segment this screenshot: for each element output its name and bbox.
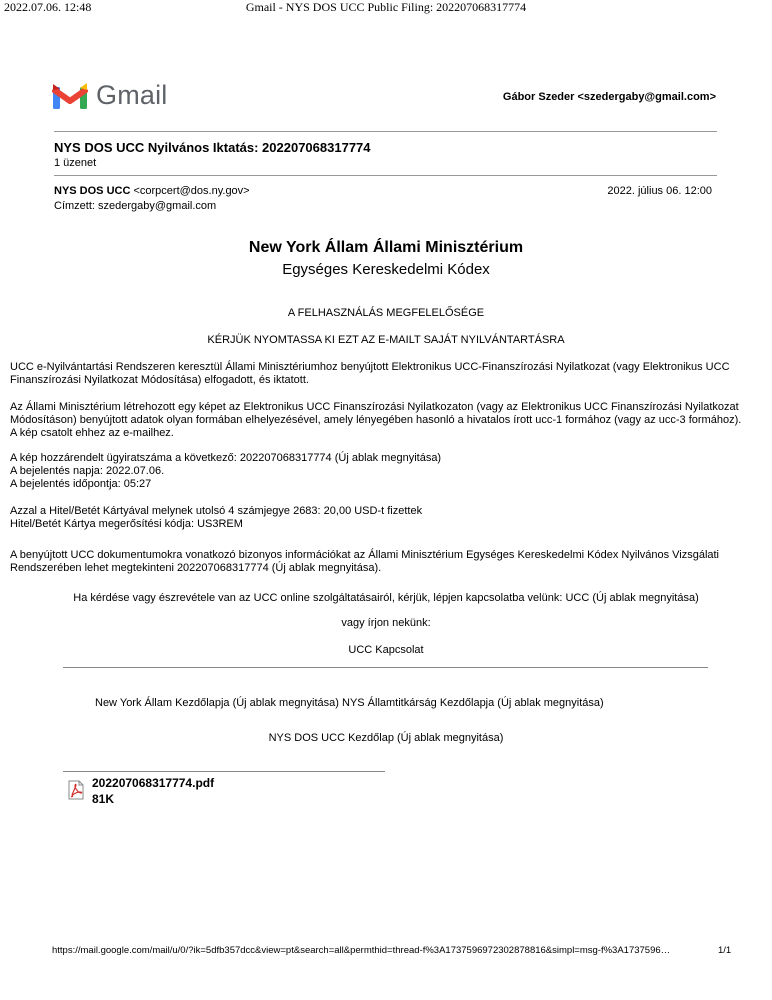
gmail-wordmark: Gmail xyxy=(96,80,168,110)
search-link[interactable]: Rendszerében lehet megtekinteni 202207068317774 (Új ablak megnyitása). xyxy=(10,562,382,574)
or-write-text: vagy írjon nekünk: xyxy=(341,617,431,629)
home-links[interactable]: New York Állam Kezdőlapja (Új ablak megnyitása) NYS Államtitkárság Kezdőlapja (Új ablak megnyitása) xyxy=(95,697,604,709)
ucc-contact-link[interactable]: UCC Kapcsolat xyxy=(348,644,424,656)
divider xyxy=(63,667,708,668)
divider xyxy=(54,175,717,176)
dos-ucc-home-link[interactable]: NYS DOS UCC Kezdőlap (Új ablak megnyitása) xyxy=(268,732,504,744)
text-line: Az Állami Minisztérium létrehozott egy képet az Elektronikus UCC Finanszírozási Nyilatkozaton (vagy az Elektronikus UCC Finanszírozási Nyilatkozat xyxy=(10,401,739,413)
sender-name: NYS DOS UCC xyxy=(54,185,131,197)
heading-print: KÉRJÜK NYOMTASSA KI EZT AZ E-MAILT SAJÁT NYILVÁNTARTÁSRA xyxy=(207,334,565,346)
attachment-name[interactable]: 202207068317774.pdf xyxy=(92,776,215,790)
heading-usage: A FELHASZNÁLÁS MEGFELELŐSÉGE xyxy=(287,307,485,319)
account-label: Gábor Szeder <szedergaby@gmail.com> xyxy=(502,91,716,103)
divider xyxy=(54,131,717,132)
message-count: 1 üzenet xyxy=(54,157,97,169)
recipient: Címzett: szedergaby@gmail.com xyxy=(54,200,217,212)
org-title: New York Állam Állami Minisztérium xyxy=(248,239,524,256)
sender xyxy=(54,185,250,197)
text-line: A bejelentés időpontja: 05:27 xyxy=(10,478,152,490)
pdf-icon[interactable] xyxy=(67,780,85,805)
paragraph-search xyxy=(10,549,770,575)
paragraph-payment xyxy=(10,505,770,531)
print-title: Gmail - NYS DOS UCC Public Filing: 202207068317774 xyxy=(245,0,527,14)
gmail-m-icon xyxy=(52,82,88,110)
sender-email: <corpcert@dos.ny.gov> xyxy=(133,185,250,197)
print-url: https://mail.google.com/mail/u/0/?ik=5dfb357dcc&view=pt&search=all&permthid=thread-f%3A1737596972302878816&simpl=msg-f%3A1737596… xyxy=(52,945,671,956)
gmail-logo[interactable] xyxy=(52,80,168,111)
thread-subject: NYS DOS UCC Nyilvános Iktatás: 202207068317774 xyxy=(54,140,371,155)
paragraph-accepted xyxy=(10,361,770,387)
text-line: Finanszírozási Nyilatkozat Módosítása) elfogadott, és iktatott. xyxy=(10,374,309,386)
text-line: A benyújtott UCC dokumentumokra vonatkozó bizonyos információkat az Állami Minisztérium Egységes Kereskedelmi Kódex Nyilvános Vizsgálati xyxy=(10,549,720,561)
attachment-divider xyxy=(63,771,385,772)
attachment-size: 81K xyxy=(92,792,115,806)
paragraph-image xyxy=(10,401,770,440)
org-subtitle: Egységes Kereskedelmi Kódex xyxy=(282,261,490,278)
print-datetime: 2022.07.06. 12:48 xyxy=(4,0,92,14)
text-line: Hitel/Betét Kártya megerősítési kódja: US3REM xyxy=(10,518,243,530)
text-line: UCC e-Nyilvántartási Rendszeren keresztül Állami Minisztériumhoz benyújtott Elektronikus UCC-Finanszírozási Nyilatkozat (vagy Elektronikus UCC xyxy=(10,361,730,373)
page-number: 1/1 xyxy=(718,945,732,956)
paragraph-filing xyxy=(10,452,770,491)
contact-link[interactable]: Ha kérdése vagy észrevétele van az UCC online szolgáltatásairól, kérjük, lépjen kapcsolatba velünk: UCC (Új ablak megnyitása) xyxy=(73,592,699,604)
message-date: 2022. július 06. 12:00 xyxy=(607,185,712,197)
text-line: Módosításon) benyújtott adatok olyan formában elhelyezésével, amely lényegében hasonló a hivatalos írott ucc-1 formához (vagy az ucc-3 formához). xyxy=(10,414,742,426)
text-line: A kép csatolt ehhez az e-mailhez. xyxy=(10,427,174,439)
filing-number-link[interactable]: A kép hozzárendelt ügyiratszáma a következő: 202207068317774 (Új ablak megnyitása) xyxy=(10,452,442,464)
text-line: Azzal a Hitel/Betét Kártyával melynek utolsó 4 számjegye 2683: 20,00 USD-t fizettek xyxy=(10,505,423,517)
text-line: A bejelentés napja: 2022.07.06. xyxy=(10,465,165,477)
